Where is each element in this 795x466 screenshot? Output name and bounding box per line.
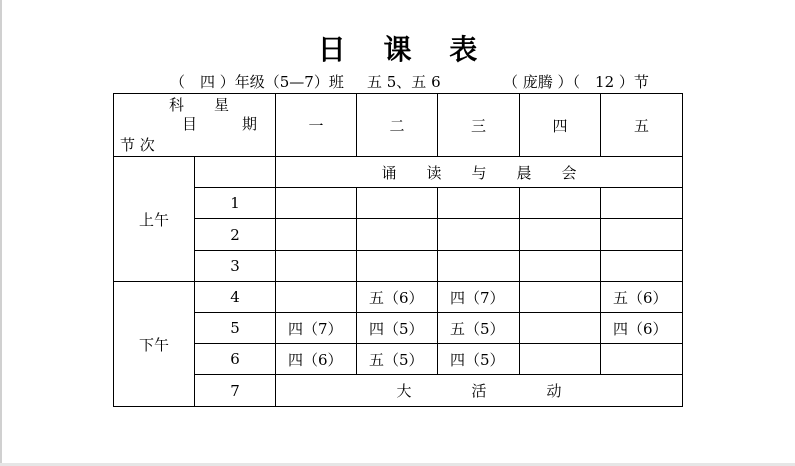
schedule-cell <box>276 188 357 219</box>
schedule-cell <box>357 219 438 251</box>
day-header-tue: 二 <box>357 94 438 157</box>
section-label-pm: 下午 <box>114 282 195 407</box>
period-number: 5 <box>195 313 276 344</box>
schedule-cell <box>357 188 438 219</box>
schedule-cell <box>520 188 601 219</box>
section-label-am: 上午 <box>114 157 195 282</box>
schedule-cell <box>520 251 601 282</box>
corner-label-mid: 目 期 <box>182 115 258 133</box>
period-number: 6 <box>195 344 276 375</box>
day-header-fri: 五 <box>601 94 683 157</box>
schedule-cell <box>520 313 601 344</box>
schedule-cell <box>276 282 357 313</box>
schedule-cell <box>276 219 357 251</box>
schedule-cell <box>438 219 520 251</box>
corner-label-top: 科 星 <box>169 96 230 114</box>
schedule-cell: 五（5） <box>357 344 438 375</box>
schedule-cell: 五（5） <box>438 313 520 344</box>
morning-reading-cell: 诵 读 与 晨 会 <box>276 157 683 188</box>
schedule-cell <box>601 344 683 375</box>
schedule-cell: 四（6） <box>601 313 683 344</box>
big-activity-row <box>114 375 683 407</box>
schedule-cell: 四（6） <box>276 344 357 375</box>
table-row <box>114 251 683 282</box>
schedule-cell <box>438 251 520 282</box>
schedule-cell <box>520 219 601 251</box>
schedule-cell: 五（6） <box>601 282 683 313</box>
grade-class-info: （ 四 ）年级（5—7）班 <box>170 73 344 91</box>
schedule-cell <box>601 219 683 251</box>
corner-header-cell <box>114 94 276 157</box>
period-cell-empty <box>195 157 276 188</box>
day-header-thu: 四 <box>520 94 601 157</box>
big-activity-cell: 大 活 动 <box>276 375 683 407</box>
day-header-mon: 一 <box>276 94 357 157</box>
schedule-cell <box>438 188 520 219</box>
table-row <box>114 219 683 251</box>
schedule-cell: 五（6） <box>357 282 438 313</box>
table-row <box>114 313 683 344</box>
table-row <box>114 282 683 313</box>
page-title: 日 课 表 <box>317 33 492 66</box>
class-list: 五 5、五 6 <box>367 73 441 91</box>
schedule-cell <box>601 188 683 219</box>
schedule-cell: 四（5） <box>357 313 438 344</box>
timetable <box>113 93 683 407</box>
period-number: 7 <box>195 375 276 407</box>
period-number: 4 <box>195 282 276 313</box>
schedule-cell <box>520 282 601 313</box>
schedule-cell <box>357 251 438 282</box>
schedule-cell: 四（7） <box>276 313 357 344</box>
table-row <box>114 344 683 375</box>
schedule-cell <box>520 344 601 375</box>
period-number: 3 <box>195 251 276 282</box>
teacher-periods-info: （ 庞腾 ）（ 12 ）节 <box>503 73 649 91</box>
period-number: 1 <box>195 188 276 219</box>
schedule-cell: 四（7） <box>438 282 520 313</box>
schedule-cell <box>276 251 357 282</box>
schedule-cell: 四（5） <box>438 344 520 375</box>
corner-label-bottom: 节 次 <box>120 136 155 154</box>
schedule-cell <box>601 251 683 282</box>
period-number: 2 <box>195 219 276 251</box>
header-row <box>114 94 683 157</box>
morning-reading-row <box>114 157 683 188</box>
table-row <box>114 188 683 219</box>
day-header-wed: 三 <box>438 94 520 157</box>
